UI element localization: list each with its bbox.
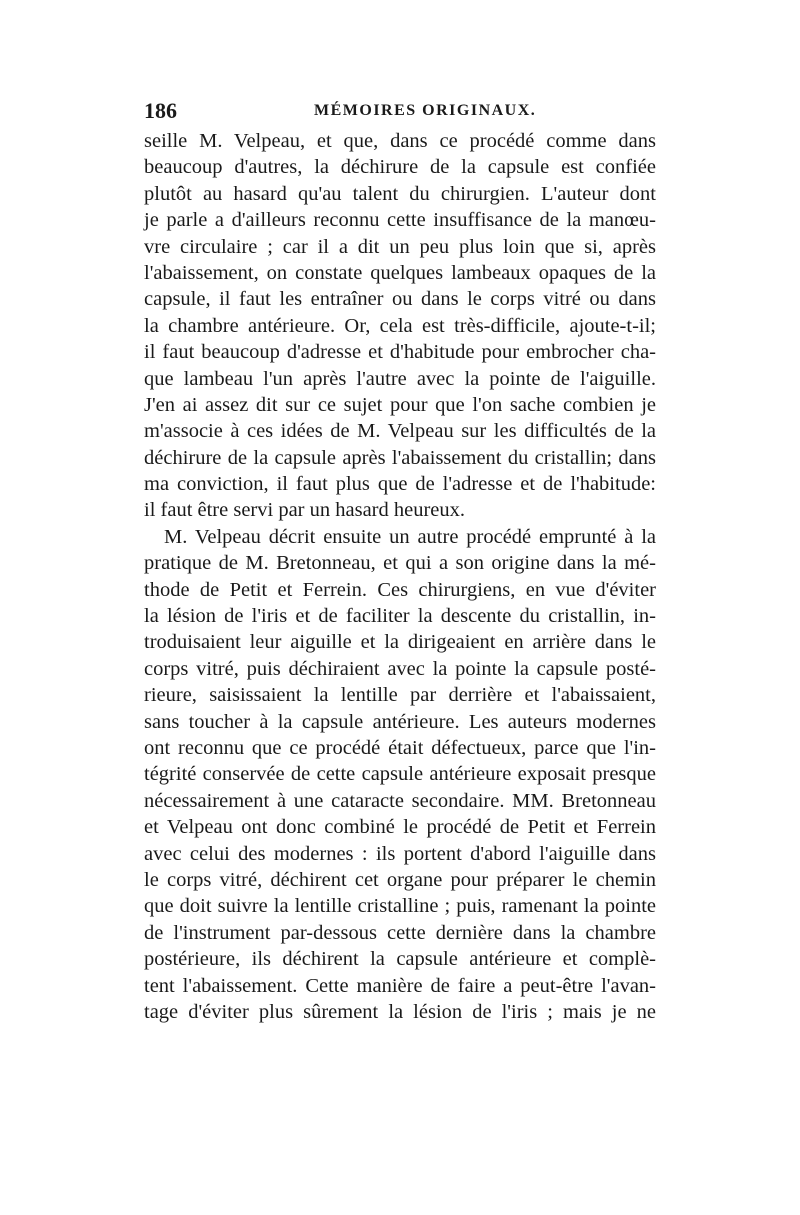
text-line: que doit suivre la lentille cristalline ; puis, ramenant la pointe [144, 895, 656, 918]
running-head: MÉMOIRES ORIGINAUX. [314, 102, 537, 119]
text-line: postérieure, ils déchirent la capsule antérieure et complè- [144, 948, 656, 971]
text-line: nécessairement à une cataracte secondaire. MM. Bretonneau [144, 789, 656, 812]
text-line: plutôt au hasard qu'au talent du chirurgien. L'auteur dont [144, 182, 656, 205]
text-line: de l'instrument par-dessous cette dernière dans la chambre [144, 921, 656, 944]
text-line: que lambeau l'un après l'autre avec la pointe de l'aiguille. [144, 367, 656, 390]
text-line: pratique de M. Bretonneau, et qui a son origine dans la mé- [144, 552, 656, 575]
text-line: je parle a d'ailleurs reconnu cette insuffisance de la manœu- [144, 209, 656, 232]
text-line: et Velpeau ont donc combiné le procédé de Petit et Ferrein [144, 816, 656, 839]
text-line: rieure, saisissaient la lentille par derrière et l'abaissaient, [144, 684, 656, 707]
page-number: 186 [144, 98, 177, 123]
text-line: corps vitré, puis déchiraient avec la pointe la capsule posté- [144, 657, 656, 680]
text-line: tage d'éviter plus sûrement la lésion de l'iris ; mais je ne [144, 1000, 656, 1023]
text-line: avec celui des modernes : ils portent d'abord l'aiguille dans [144, 842, 656, 865]
text-line: capsule, il faut les entraîner ou dans le corps vitré ou dans [144, 288, 656, 311]
text-line: tent l'abaissement. Cette manière de faire a peut-être l'avan- [144, 974, 656, 997]
body-text [144, 128, 656, 1025]
text-line: thode de Petit et Ferrein. Ces chirurgiens, en vue d'éviter [144, 578, 656, 601]
text-line: il faut beaucoup d'adresse et d'habitude pour embrocher cha- [144, 341, 656, 364]
text-line: il faut être servi par un hasard heureux. [144, 499, 466, 522]
text-line: la chambre antérieure. Or, cela est très-difficile, ajoute-t-il; [144, 314, 656, 337]
text-line: la lésion de l'iris et de faciliter la descente du cristallin, in- [144, 605, 656, 628]
text-line: troduisaient leur aiguille et la dirigeaient en arrière dans le [144, 631, 656, 654]
text-line: ma conviction, il faut plus que de l'adresse et de l'habitude: [144, 473, 656, 496]
text-line: beaucoup d'autres, la déchirure de la capsule est confiée [144, 156, 656, 179]
text-line: tégrité conservée de cette capsule antérieure exposait presque [144, 763, 656, 786]
text-line: m'associe à ces idées de M. Velpeau sur les difficultés de la [144, 420, 656, 443]
text-line: déchirure de la capsule après l'abaissement du cristallin; dans [144, 446, 656, 469]
text-line: sans toucher à la capsule antérieure. Les auteurs modernes [144, 710, 656, 733]
page-header [144, 96, 664, 126]
text-line: seille M. Velpeau, et que, dans ce procédé comme dans [144, 130, 656, 152]
text-line: M. Velpeau décrit ensuite un autre procédé emprunté à la [164, 525, 656, 548]
text-line: vre circulaire ; car il a dit un peu plus loin que si, après [144, 235, 656, 258]
text-line: ont reconnu que ce procédé était défectueux, parce que l'in- [144, 736, 656, 759]
text-line: l'abaissement, on constate quelques lambeaux opaques de la [144, 261, 656, 284]
text-line: le corps vitré, déchirent cet organe pour préparer le chemin [144, 868, 656, 891]
text-line: J'en ai assez dit sur ce sujet pour que l'on sache combien je [144, 393, 656, 416]
